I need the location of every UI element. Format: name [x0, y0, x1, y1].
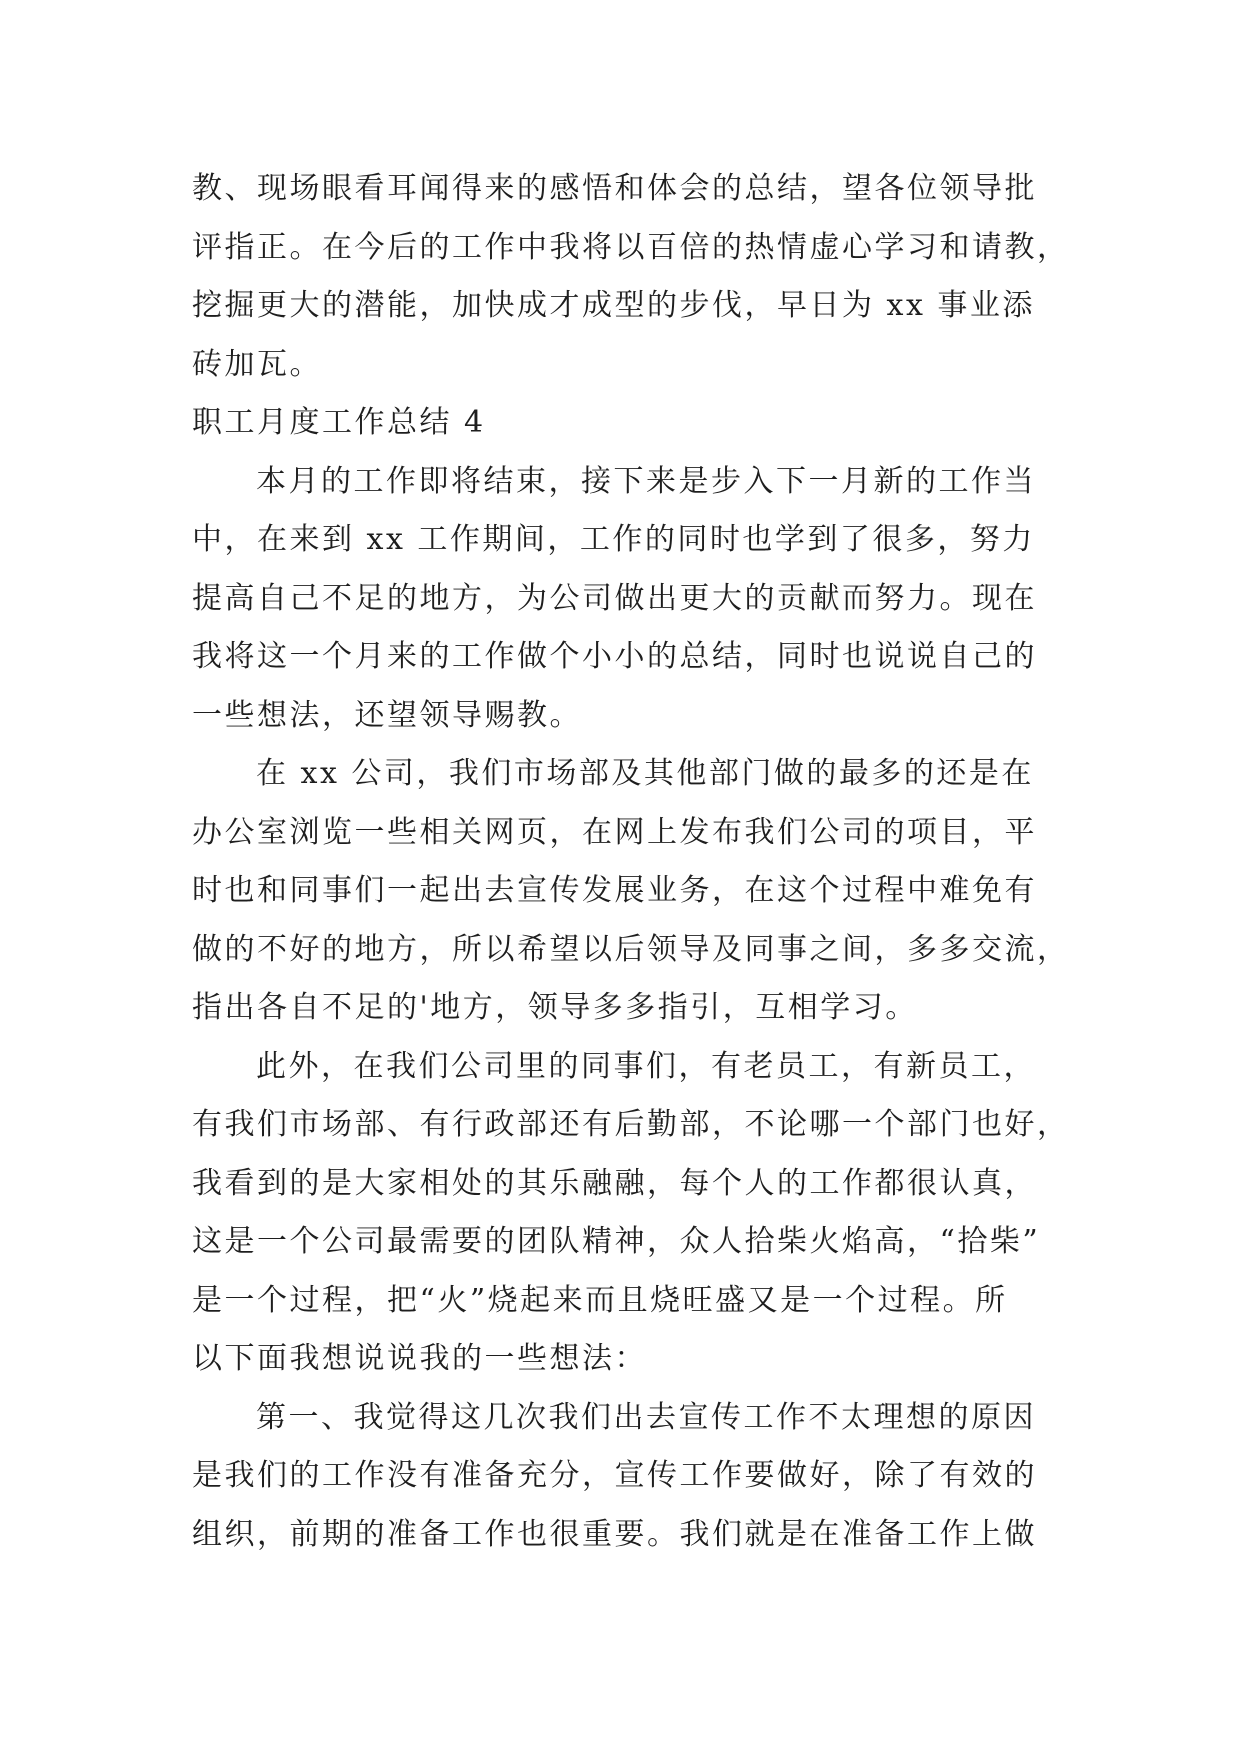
- text-line: 评指正。在今后的工作中我将以百倍的热情虚心学习和请教，: [192, 229, 1070, 265]
- text-line: 我看到的是大家相处的其乐融融，每个人的工作都很认真，: [192, 1165, 1037, 1201]
- text-line: 一些想法，还望领导赐教。: [192, 697, 582, 733]
- text-line: 时也和同事们一起出去宣传发展业务，在这个过程中难免有: [192, 873, 1037, 908]
- text-line: 做的不好的地方，所以希望以后领导及同事之间，多多交流，: [192, 931, 1070, 967]
- text-line: 指出各自不足的'地方，领导多多指引，互相学习。: [192, 990, 918, 1025]
- text-line: 中，在来到 xx 工作期间，工作的同时也学到了很多，努力: [192, 522, 1035, 557]
- text-line: 是一个过程，把“火”烧起来而且烧旺盛又是一个过程。所: [192, 1282, 1008, 1318]
- text-line: 组织，前期的准备工作也很重要。我们就是在准备工作上做: [192, 1516, 1037, 1552]
- text-line: 这是一个公司最需要的团队精神，众人拾柴火焰高，“拾柴”: [192, 1224, 1041, 1259]
- text-line: 办公室浏览一些相关网页，在网上发布我们公司的项目，平: [192, 814, 1037, 850]
- text-line: 我将这一个月来的工作做个小小的总结，同时也说说自己的: [192, 639, 1037, 674]
- text-line: 在 xx 公司，我们市场部及其他部门做的最多的还是在: [256, 756, 1034, 791]
- text-line: 提高自己不足的地方，为公司做出更大的贡献而努力。现在: [192, 580, 1037, 616]
- section-heading: 职工月度工作总结 4: [192, 405, 486, 440]
- text-line: 挖掘更大的潜能，加快成才成型的步伐，早日为 xx 事业添: [192, 288, 1035, 323]
- text-line: 本月的工作即将结束，接下来是步入下一月新的工作当: [256, 463, 1036, 499]
- text-line: 第一、我觉得这几次我们出去宣传工作不太理想的原因: [256, 1399, 1036, 1435]
- text-line: 是我们的工作没有准备充分，宣传工作要做好，除了有效的: [192, 1458, 1037, 1493]
- text-line: 砖加瓦。: [192, 346, 322, 382]
- text-line: 教、现场眼看耳闻得来的感悟和体会的总结，望各位领导批: [192, 171, 1037, 206]
- text-line: 此外，在我们公司里的同事们，有老员工，有新员工，: [256, 1048, 1036, 1084]
- document-body: [192, 160, 1092, 1564]
- text-line: 有我们市场部、有行政部还有后勤部，不论哪一个部门也好，: [192, 1107, 1070, 1142]
- text-line: 以下面我想说说我的一些想法：: [192, 1341, 647, 1376]
